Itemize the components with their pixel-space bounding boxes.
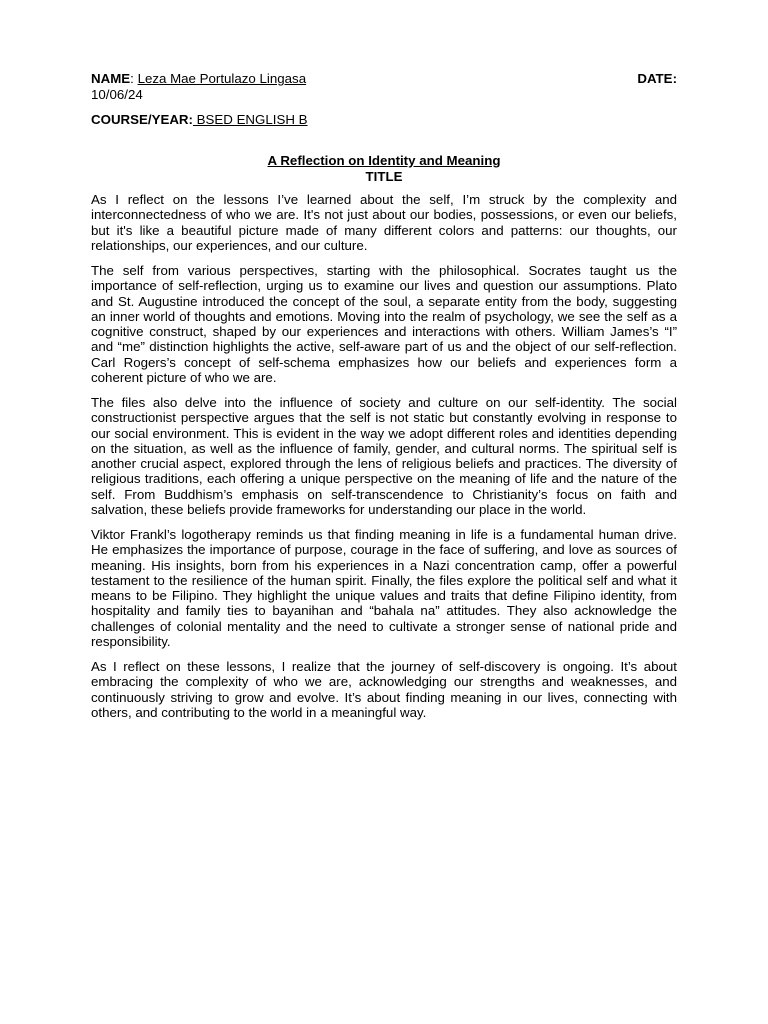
name-label: NAME <box>91 71 131 86</box>
paragraph: Viktor Frankl’s logotherapy reminds us that finding meaning in life is a fundamental human drive. He emphasizes the importance of purpose, courage in the face of suffering, and love as sources of meaning. His insights, born from his experiences in a Nazi concentration camp, offer a powerful testament to the resilience of the human spirit. Finally, the files explore the political self and what it means to be Filipino. They highlight the unique values and traits that define Filipino identity, from hospitality and family ties to bayanihan and “bahala na” attitudes. They also acknowledge the challenges of colonial mentality and the need to cultivate a stronger sense of national pride and responsibility. <box>91 527 677 649</box>
paragraph: As I reflect on these lessons, I realize that the journey of self-discovery is ongoing. It’s about embracing the complexity of who we are, acknowledging our strengths and weaknesses, and continuously striving to grow and evolve. It’s about finding meaning in our lives, connecting with others, and contributing to the world in a meaningful way. <box>91 659 677 720</box>
date-label: DATE <box>637 71 673 86</box>
title-caption: TITLE <box>365 168 403 184</box>
name-field <box>91 71 306 86</box>
document-title: A Reflection on Identity and Meaning <box>267 153 501 168</box>
name-colon: : <box>130 71 134 86</box>
course-year-field <box>91 112 677 127</box>
paragraph: The files also delve into the influence of society and culture on our self-identity. The social constructionist perspective argues that the self is not static but constantly evolving in response to our social environment. This is evident in the way we adopt different roles and identities depending on the situation, as well as the influence of family, gender, and cultural norms. The spiritual self is another crucial aspect, explored through the lens of religious beliefs and practices. The diversity of religious traditions, each offering a unique perspective on the meaning of life and the nature of the self. From Buddhism’s emphasis on self-transcendence to Christianity’s focus on faith and salvation, these beliefs provide frameworks for understanding our place in the world. <box>91 395 677 517</box>
course-label: COURSE/YEAR: <box>91 112 193 127</box>
document-content <box>91 71 677 730</box>
paragraph: As I reflect on the lessons I’ve learned about the self, I’m struck by the complexity and interconnectedness of who we are. It's not just about our bodies, possessions, or even our beliefs, but it's like a beautiful picture made of many different colors and patterns: our thoughts, our relationships, our experiences, and our culture. <box>91 192 677 253</box>
date-field <box>637 71 677 86</box>
document-body <box>91 192 677 720</box>
name-value: Leza Mae Portulazo Lingasa <box>137 71 307 86</box>
date-value: 10/06/24 <box>91 87 143 102</box>
course-value: BSED ENGLISH B <box>192 112 308 127</box>
name-date-row <box>91 71 677 86</box>
date-colon: : <box>672 71 677 86</box>
paragraph: The self from various perspectives, starting with the philosophical. Socrates taught us the importance of self-reflection, urging us to examine our lives and question our assumptions. Plato and St. Augustine introduced the concept of the soul, a separate entity from the body, suggesting an inner world of thoughts and emotions. Moving into the realm of psychology, we see the self as a cognitive construct, shaped by our experiences and interactions with others. William James’s “I” and “me” distinction highlights the active, self-aware part of us and the object of our self-reflection. Carl Rogers’s concept of self-schema emphasizes how our beliefs and experiences form a coherent picture of who we are. <box>91 263 677 385</box>
title-block <box>91 153 677 184</box>
